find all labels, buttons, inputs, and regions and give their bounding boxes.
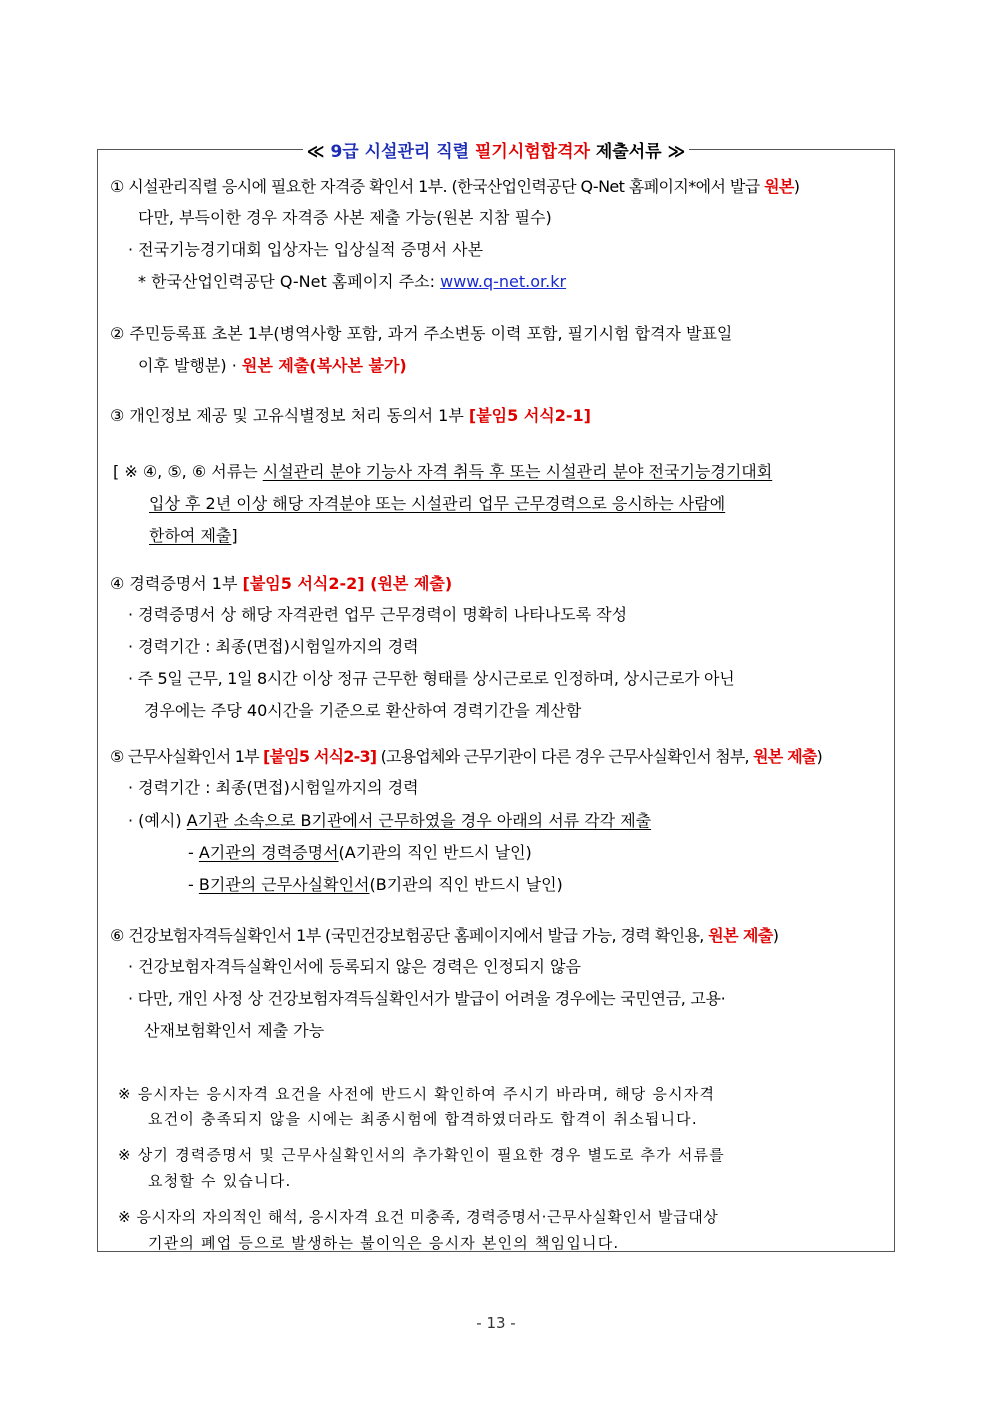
item-1-text: ① 시설관리직렬 응시에 필요한 자격증 확인서 1부. (한국산업인력공단 Q-Net 홈페이지*에서 발급 [110,177,765,196]
item-5-original-badge: 원본 제출 [753,747,817,766]
item-2-line-1: ② 주민등록표 초본 1부(병역사항 포함, 과거 주소변동 이력 포함, 필기시험 합격자 발표일 [110,324,733,343]
item-5-text: ⑤ 근무사실확인서 1부 [110,747,264,766]
note-1-line-1: ※ 응시자는 응시자격 요건을 사전에 반드시 확인하여 주시기 바라며, 해당 응시자격 [118,1085,716,1103]
item-5-line-5 [188,874,563,896]
item-2-text: 이후 발행분) · [138,356,242,375]
item-5-line-1 [110,746,822,768]
item-2-original-badge: 원본 제출(복사본 불가) [241,356,407,375]
item-1-original-badge: 원본 [764,177,794,196]
item-3-text: ③ 개인정보 제공 및 고유식별정보 처리 동의서 1부 [110,406,469,425]
title-open: ≪ [306,142,331,162]
item-6-line-3: · 다만, 개인 사정 상 건강보험자격득실확인서가 발급이 어려울 경우에는 국민연금, 고용· [128,989,726,1008]
bracket-note-line-1 [113,461,772,483]
item-4-form-ref: [붙임5 서식2-2] (원본 제출) [242,574,453,593]
qnet-address-label: * 한국산업인력공단 Q-Net 홈페이지 주소: [138,272,441,291]
note-3-line-1: ※ 응시자의 자의적인 해석, 응시자격 요건 미충족, 경력증명서·근무사실확인서 발급대상 [118,1208,719,1226]
bracket-note-underlined-3: 한하여 제출 [149,526,232,545]
b-agency-note: (B기관의 직인 반드시 날인) [369,875,563,894]
note-3-line-2: 기관의 폐업 등으로 발생하는 불이익은 응시자 본인의 책임입니다. [148,1234,620,1252]
item-6-line-2: · 건강보험자격득실확인서에 등록되지 않은 경력은 인정되지 않음 [128,957,581,976]
page-number: - 13 - [476,1314,516,1332]
item-1-line-3: · 전국기능경기대회 입상자는 입상실적 증명서 사본 [128,240,484,259]
a-agency-note: (A기관의 직인 반드시 날인) [338,843,532,862]
item-6-line-1 [110,925,778,947]
bracket-note-underlined-1: 시설관리 분야 기능사 자격 취득 후 또는 시설관리 분야 전국기능경기대회 [262,462,773,481]
item-3-line-1 [110,405,591,427]
item-6-line-4: 산재보험확인서 제출 가능 [144,1021,325,1040]
item-1-line-1 [110,176,799,198]
title-red-text: 필기시험합격자 [474,142,590,162]
item-6-text: ⑥ 건강보험자격득실확인서 1부 (국민건강보험공단 홈페이지에서 발급 가능, 경력 확인용, [110,926,709,945]
item-1-line-2: 다만, 부득이한 경우 자격증 사본 제출 가능(원본 지참 필수) [138,208,552,227]
bracket-note-underlined-2: 입상 후 2년 이상 해당 자격분야 또는 시설관리 업무 근무경력으로 응시하는 사람에 [149,494,726,513]
example-underlined: A기관 소속으로 B기관에서 근무하였을 경우 아래의 서류 각각 제출 [186,811,652,830]
note-1-line-2: 요건이 충족되지 않을 시에는 최종시험에 합격하였더라도 합격이 취소됩니다. [148,1110,698,1128]
note-2-line-1: ※ 상기 경력증명서 및 근무사실확인서의 추가확인이 필요한 경우 별도로 추가 서류를 [118,1146,725,1164]
item-5-line-2: · 경력기간 : 최종(면접)시험일까지의 경력 [128,778,419,797]
item-4-text: ④ 경력증명서 1부 [110,574,243,593]
section-title [0,137,992,162]
bracket-note-close: ] [231,526,238,545]
dash: - [188,875,199,894]
dash: - [188,843,199,862]
item-5-detail: (고용업체와 근무기관이 다른 경우 근무사실확인서 첨부, [376,747,754,766]
item-5-line-4 [188,842,532,864]
bracket-note-prefix: [ ※ ④, ⑤, ⑥ 서류는 [113,462,263,481]
item-5-form-ref: [붙임5 서식2-3] [263,747,377,766]
item-4-line-2: · 경력증명서 상 해당 자격관련 업무 근무경력이 명확히 나타나도록 작성 [128,605,628,624]
item-6-close: ) [772,926,779,945]
bracket-note-line-3 [149,525,238,547]
b-agency-doc: B기관의 근무사실확인서 [198,875,370,894]
qnet-link[interactable]: www.q-net.or.kr [440,272,567,291]
item-4-line-5: 경우에는 주당 40시간을 기준으로 환산하여 경력기간을 계산함 [144,701,582,720]
item-4-line-4: · 주 5일 근무, 1일 8시간 이상 정규 근무한 형태를 상시근로로 인정하며, 상시근로가 아닌 [128,669,735,688]
example-label: · (예시) [128,811,187,830]
title-blue-text: 9급 시설관리 직렬 [330,142,475,162]
bracket-note-line-2 [149,493,725,515]
item-2-line-2 [138,355,407,377]
item-1-close: ) [793,177,800,196]
item-1-line-4 [138,271,566,293]
item-4-line-3: · 경력기간 : 최종(면접)시험일까지의 경력 [128,637,419,656]
title-black-text: 제출서류 ≫ [589,142,686,162]
item-3-form-ref: [붙임5 서식2-1] [468,406,591,425]
item-4-line-1 [110,573,452,595]
item-5-close: ) [816,747,822,766]
note-2-line-2: 요청할 수 있습니다. [148,1172,292,1190]
a-agency-doc: A기관의 경력증명서 [198,843,339,862]
item-5-line-3 [128,810,651,832]
item-6-original-badge: 원본 제출 [708,926,773,945]
